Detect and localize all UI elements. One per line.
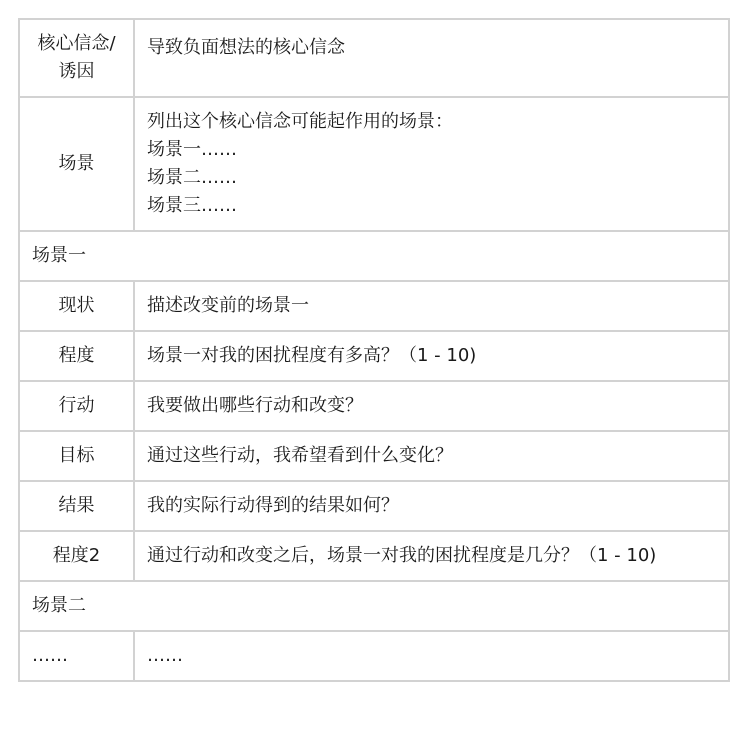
row-value: 我要做出哪些行动和改变？ [134, 381, 729, 431]
table-row [19, 481, 729, 531]
row-value: 我的实际行动得到的结果如何？ [134, 481, 729, 531]
table-row-core-belief [19, 19, 729, 97]
section-row-scene-two [19, 581, 729, 631]
row-label: 程度 [19, 331, 134, 381]
row-label: 现状 [19, 281, 134, 331]
row-label-line: 核心信念/ [37, 33, 116, 54]
row-value: 描述改变前的场景一 [134, 281, 729, 331]
row-value: 场景一对我的困扰程度有多高？（1 - 10) [134, 331, 729, 381]
scene-line: 列出这个核心信念可能起作用的场景： [147, 111, 453, 132]
scene-line: 场景三…… [147, 195, 237, 216]
row-label-core-belief [19, 19, 134, 97]
table-row-ellipsis [19, 631, 729, 681]
scene-line: 场景一…… [147, 139, 237, 160]
table-row [19, 381, 729, 431]
core-belief-worksheet-table [18, 18, 730, 682]
row-label: 目标 [19, 431, 134, 481]
row-label: 结果 [19, 481, 134, 531]
table-row [19, 431, 729, 481]
section-heading-scene-one: 场景一 [19, 231, 729, 281]
row-value-scenes [134, 97, 729, 231]
scene-line: 场景二…… [147, 167, 237, 188]
table-row-scenes [19, 97, 729, 231]
row-label: 程度2 [19, 531, 134, 581]
row-label-ellipsis: …… [19, 631, 134, 681]
row-label-line: 诱因 [58, 61, 95, 82]
section-row-scene-one [19, 231, 729, 281]
section-heading-scene-two: 场景二 [19, 581, 729, 631]
table-row [19, 531, 729, 581]
row-value-ellipsis: …… [134, 631, 729, 681]
table-row [19, 281, 729, 331]
row-value: 通过这些行动，我希望看到什么变化？ [134, 431, 729, 481]
row-label-scenes: 场景 [19, 97, 134, 231]
table-row [19, 331, 729, 381]
row-label: 行动 [19, 381, 134, 431]
row-value-core-belief: 导致负面想法的核心信念 [134, 19, 729, 97]
row-value: 通过行动和改变之后，场景一对我的困扰程度是几分？（1 - 10) [134, 531, 729, 581]
